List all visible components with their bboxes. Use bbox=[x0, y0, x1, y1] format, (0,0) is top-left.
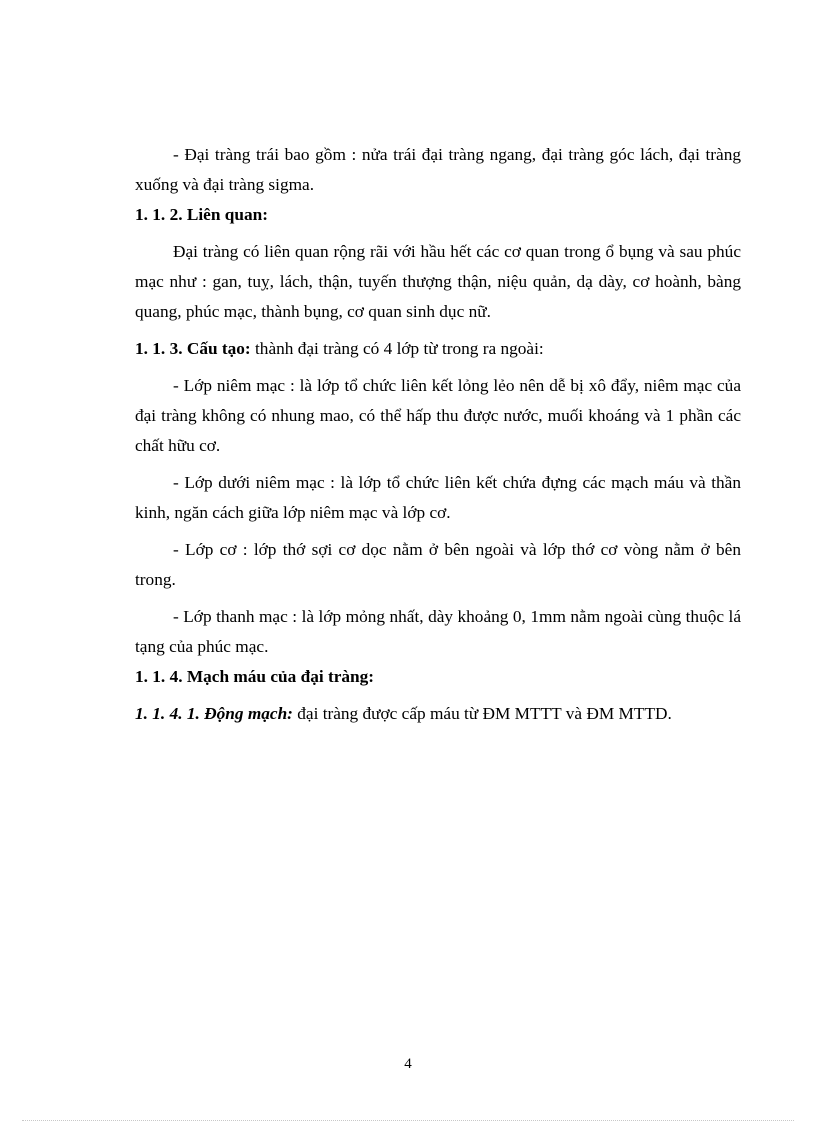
paragraph-relations: Đại tràng có liên quan rộng rãi với hầu hết các cơ quan trong ổ bụng và sau phúc mạc như : gan, tuỵ, lách, thận, tuyến thượng thận, niệu quản, dạ dày, cơ hoành, bàng quang, phúc mạc, thành bụng, cơ quan sinh dục nữ. bbox=[135, 242, 741, 321]
page-content bbox=[135, 140, 741, 729]
paragraph-arteries bbox=[135, 699, 741, 729]
paragraph-layer-serosa: - Lớp thanh mạc : là lớp mỏng nhất, dày khoảng 0, 1mm nằm ngoài cùng thuộc lá tạng của phúc mạc. bbox=[135, 607, 741, 656]
section-heading-1-1-4: 1. 1. 4. Mạch máu của đại tràng: bbox=[135, 667, 375, 686]
paragraph-layer-mucosa: - Lớp niêm mạc : là lớp tổ chức liên kết lỏng lẻo nên dễ bị xô đẩy, niêm mạc của đại tràng không có nhung mao, có thể hấp thu được nước, muối khoáng và 1 phần các chất hữu cơ. bbox=[135, 376, 741, 455]
section-label-structure: 1. 1. 3. Cấu tạo: bbox=[135, 339, 251, 358]
page-number: 4 bbox=[404, 1056, 412, 1072]
section-label-arteries: 1. 1. 4. 1. Động mạch: bbox=[135, 704, 293, 723]
paragraph-layer-submucosa: - Lớp dưới niêm mạc : là lớp tổ chức liên kết chứa đựng các mạch máu và thần kinh, ngăn cách giữa lớp niêm mạc và lớp cơ. bbox=[135, 473, 741, 522]
section-text-structure: thành đại tràng có 4 lớp từ trong ra ngoài: bbox=[250, 339, 544, 358]
page-bottom-divider bbox=[22, 1120, 794, 1121]
section-heading-1-1-2: 1. 1. 2. Liên quan: bbox=[135, 205, 269, 224]
section-heading-1-1-3 bbox=[135, 334, 741, 364]
paragraph-left-colon: - Đại tràng trái bao gồm : nửa trái đại tràng ngang, đại tràng góc lách, đại tràng xuống và đại tràng sigma. bbox=[135, 145, 741, 194]
section-text-arteries: đại tràng được cấp máu từ ĐM MTTT và ĐM MTTD. bbox=[292, 704, 672, 723]
paragraph-layer-muscle: - Lớp cơ : lớp thớ sợi cơ dọc nằm ở bên ngoài và lớp thớ cơ vòng nằm ở bên trong. bbox=[135, 540, 741, 589]
